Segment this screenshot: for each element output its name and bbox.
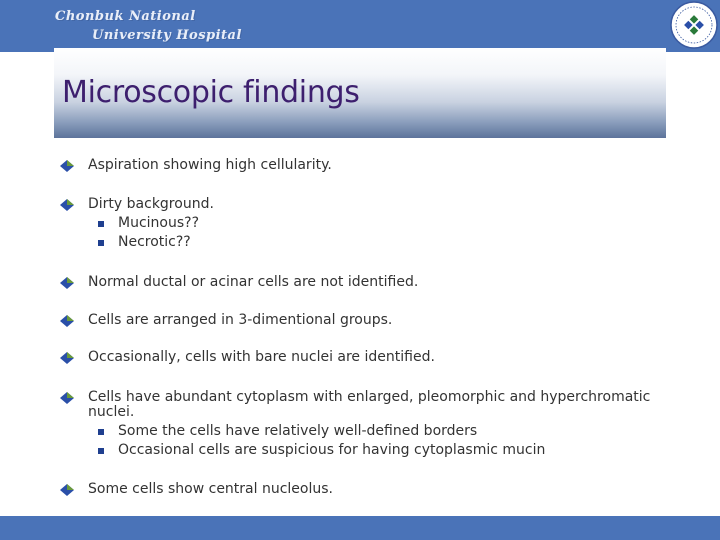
square-bullet-icon bbox=[98, 429, 104, 435]
square-bullet-icon bbox=[98, 240, 104, 246]
sub-bullet-text: Mucinous?? bbox=[118, 215, 200, 231]
diamond-bullet-icon bbox=[60, 160, 74, 172]
bullet-text: Aspiration showing high cellularity. bbox=[88, 157, 332, 173]
sub-bullet-text: Occasional cells are suspicious for having cytoplasmic mucin bbox=[118, 442, 546, 458]
header-bar bbox=[0, 0, 720, 52]
bullet-text: Cells are arranged in 3-dimentional groups. bbox=[88, 312, 393, 328]
square-bullet-icon bbox=[98, 448, 104, 454]
bullet-text: Normal ductal or acinar cells are not identified. bbox=[88, 274, 419, 290]
diamond-bullet-icon bbox=[60, 315, 74, 327]
slide-title: Microscopic findings bbox=[62, 75, 360, 110]
diamond-bullet-icon bbox=[60, 352, 74, 364]
hospital-name-line1: Chonbuk National bbox=[55, 9, 196, 24]
square-bullet-icon bbox=[98, 221, 104, 227]
footer-bar bbox=[0, 516, 720, 540]
hospital-emblem-icon bbox=[670, 1, 718, 49]
diamond-bullet-icon bbox=[60, 392, 74, 404]
sub-bullet-text: Necrotic?? bbox=[118, 234, 191, 250]
hospital-name-line2: University Hospital bbox=[92, 28, 242, 43]
sub-bullet-text: Some the cells have relatively well-defined borders bbox=[118, 423, 478, 439]
bullet-text: Dirty background. bbox=[88, 196, 214, 212]
diamond-bullet-icon bbox=[60, 199, 74, 211]
bullet-text: Cells have abundant cytoplasm with enlarged, pleomorphic and hyperchromatic nuclei. bbox=[88, 389, 651, 420]
diamond-bullet-icon bbox=[60, 277, 74, 289]
bullet-text: Some cells show central nucleolus. bbox=[88, 481, 333, 497]
bullet-text: Occasionally, cells with bare nuclei are identified. bbox=[88, 349, 435, 365]
diamond-bullet-icon bbox=[60, 484, 74, 496]
